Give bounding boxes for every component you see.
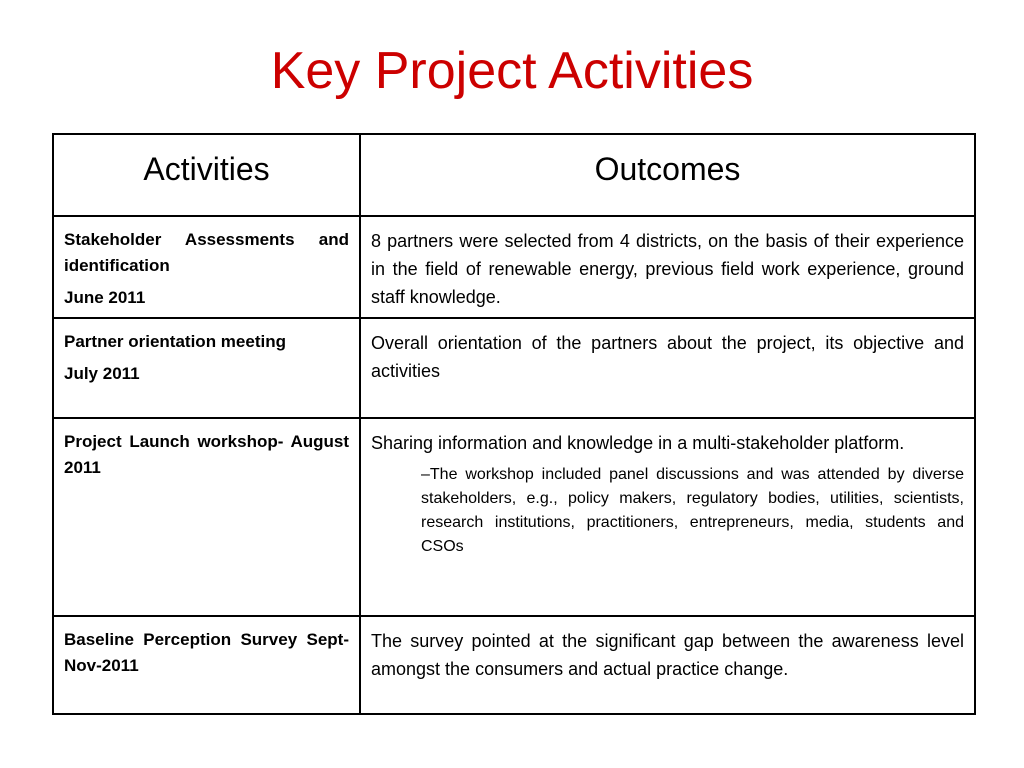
outcome-cell: [360, 318, 975, 418]
activity-name: Partner orientation meeting: [64, 332, 286, 351]
outcome-cell: [360, 616, 975, 714]
table-row: [53, 318, 975, 418]
activity-date: June 2011: [64, 288, 146, 307]
activity-cell: [53, 318, 360, 418]
activity-date: July 2011: [64, 364, 140, 383]
outcome-text: The survey pointed at the significant gap between the awareness level amongst the consumers and actual practice change.: [371, 631, 964, 679]
outcome-cell: [360, 418, 975, 616]
slide-title: Key Project Activities: [270, 42, 754, 100]
activities-column-header: [53, 134, 360, 216]
table-header-row: [53, 134, 975, 216]
activities-header-label: Activities: [143, 151, 270, 187]
activity-name: Stakeholder Assessments and identification: [64, 230, 349, 275]
outcome-detail: –The workshop included panel discussions and was attended by diverse stakeholders, e.g., policy makers, regulatory bodies, utilities, scientists, research institutions, practitioners, entrepreneurs, media, students and CSOs: [421, 466, 964, 555]
activity-name: Baseline Perception Survey Sept-Nov-2011: [64, 630, 349, 675]
table-row: [53, 216, 975, 318]
activity-cell: [53, 216, 360, 318]
activity-name: Project Launch workshop- August 2011: [64, 432, 349, 477]
activity-cell: [53, 616, 360, 714]
table-row: [53, 616, 975, 714]
table-row: [53, 418, 975, 616]
outcome-text: Sharing information and knowledge in a multi-stakeholder platform.: [371, 433, 905, 453]
outcome-text: Overall orientation of the partners about the project, its objective and activities: [371, 333, 964, 381]
outcome-cell: [360, 216, 975, 318]
outcome-text: 8 partners were selected from 4 districts, on the basis of their experience in the field of renewable energy, previous field work experience, ground staff knowledge.: [371, 231, 964, 307]
activity-cell: [53, 418, 360, 616]
outcomes-header-label: Outcomes: [594, 151, 741, 187]
activities-table: [52, 133, 976, 715]
outcomes-column-header: [360, 134, 975, 216]
